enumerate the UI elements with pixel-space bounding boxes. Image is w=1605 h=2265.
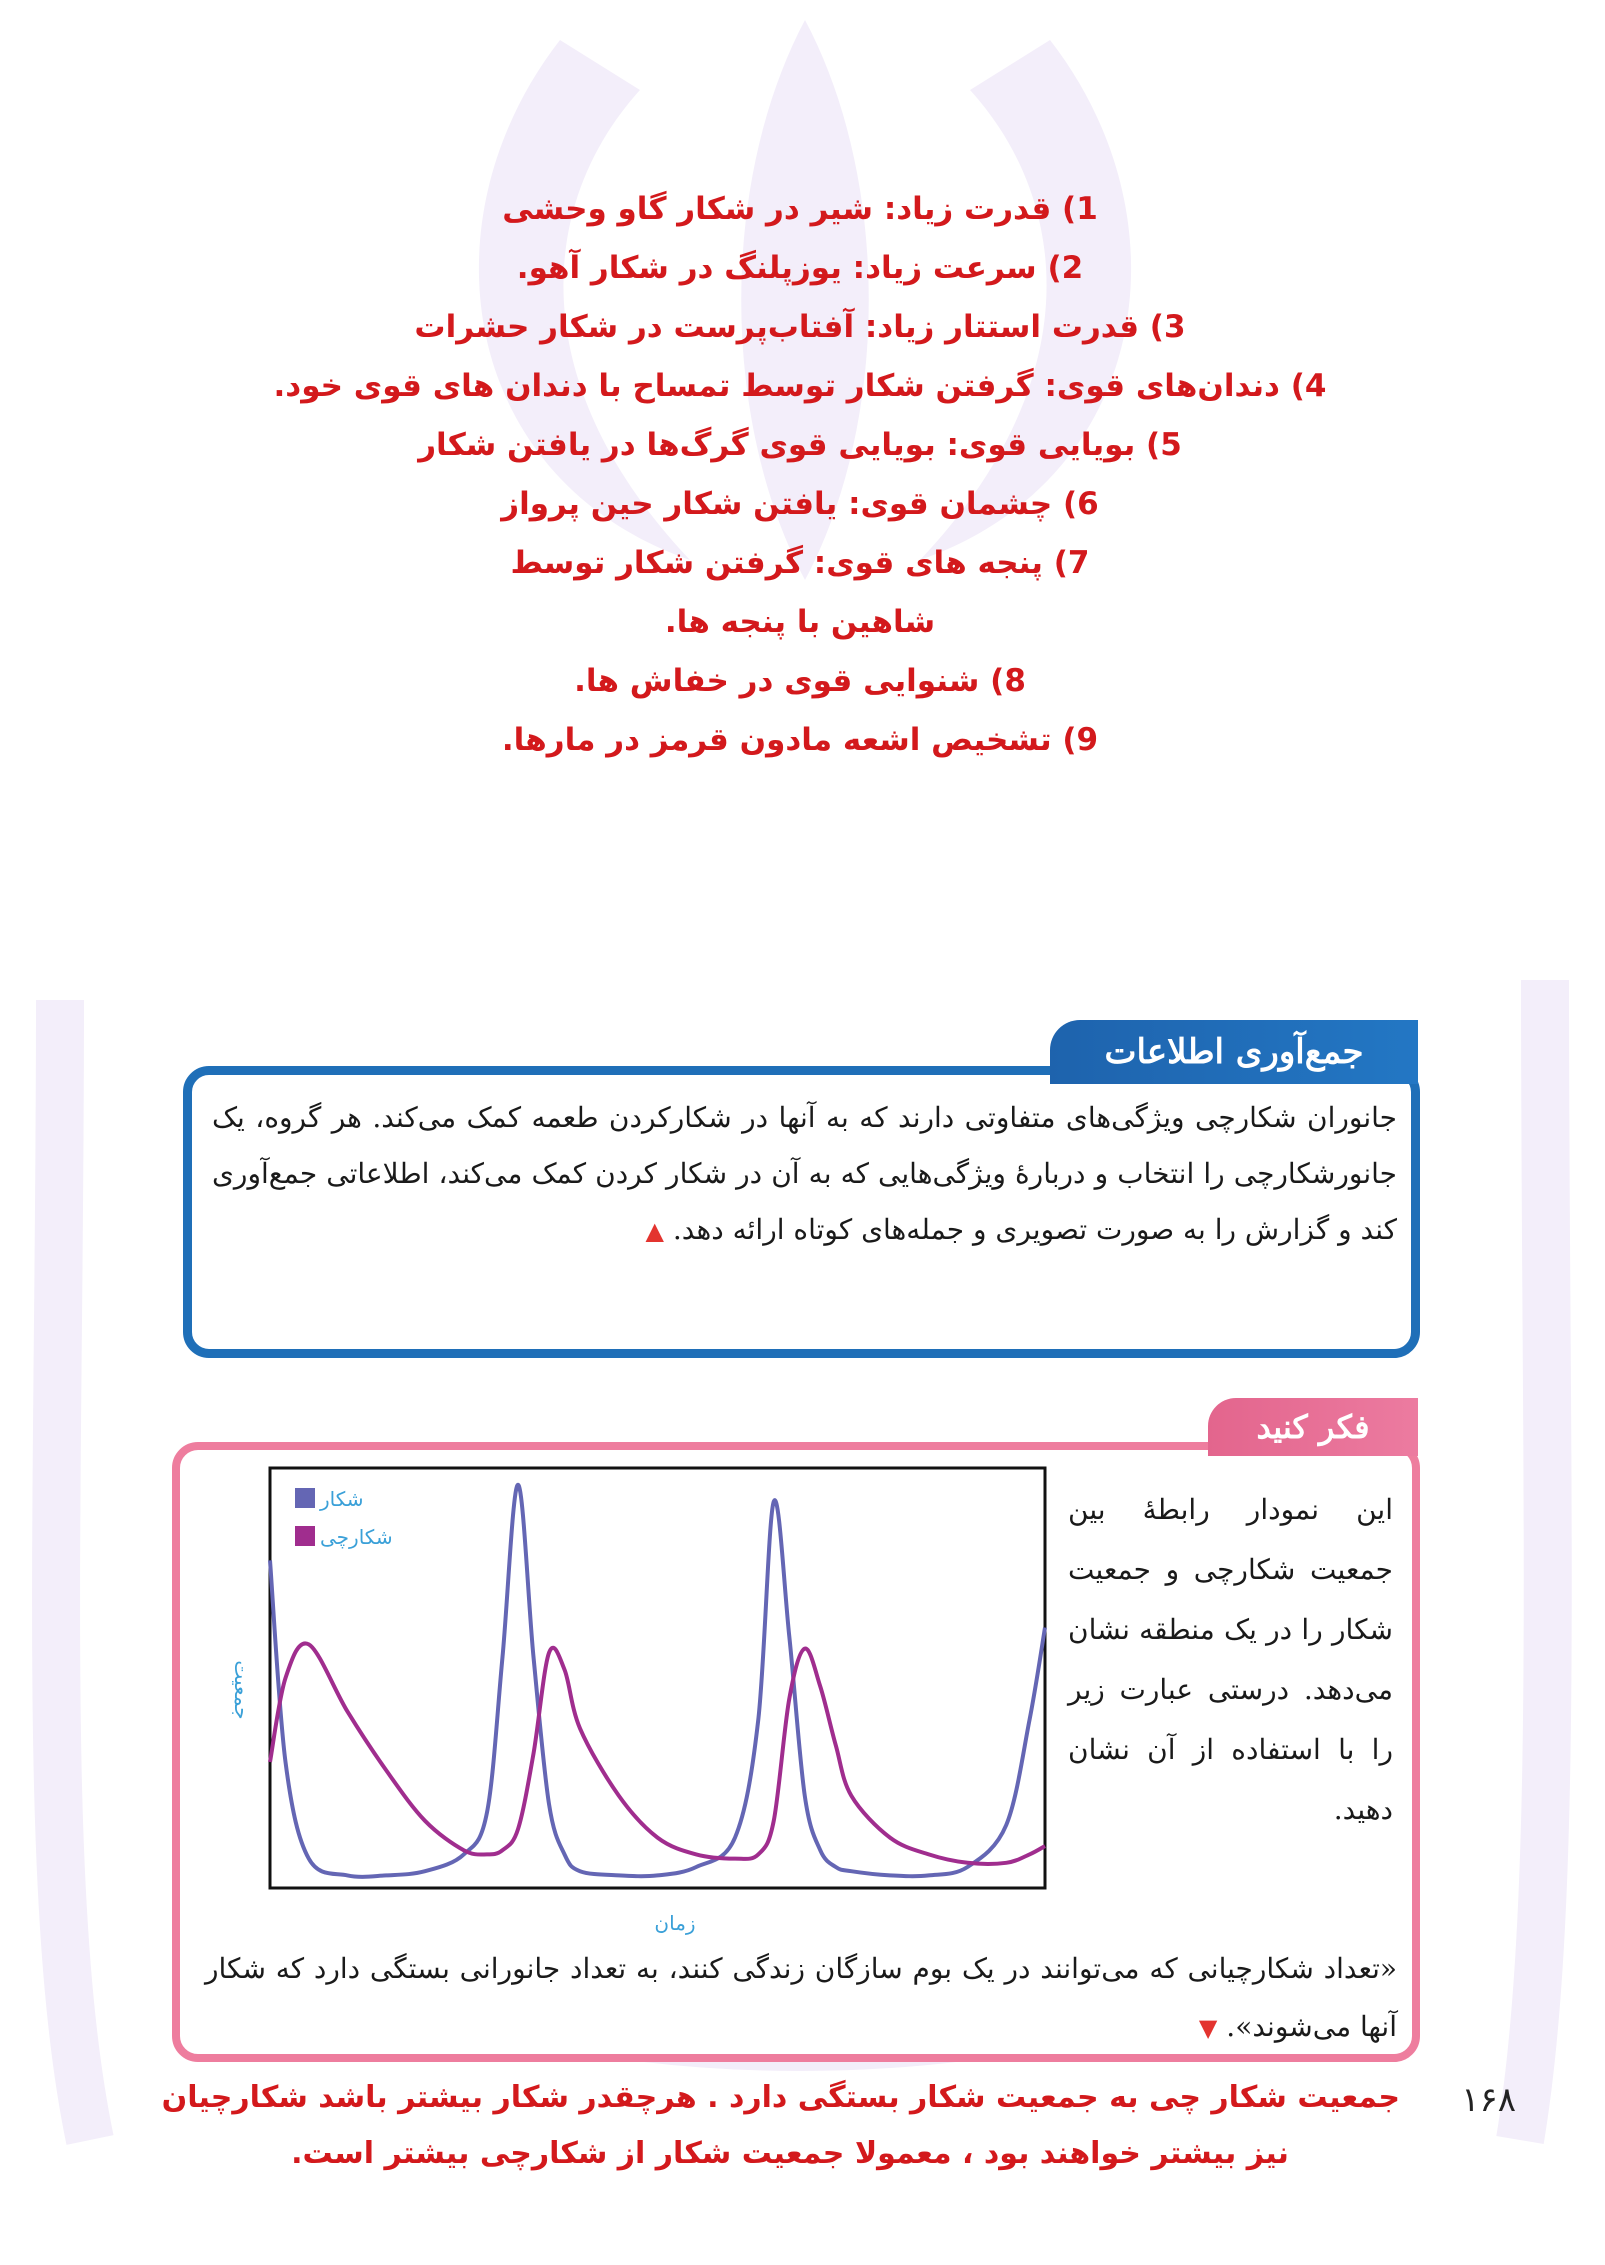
legend-label-predator: شکارچی bbox=[320, 1525, 393, 1549]
gather-info-paragraph: جانوران شکارچی ویژگی‌های متفاوتی دارند که به آنها در شکارکردن طعمه کمک می‌کند. هر گروه، یک جانورشکارچی را انتخاب و دربارۀ ویژگی‌هایی که به آن در شکار کردن کمک می‌کند، اطلاعاتی جمع‌آوری کند و گزارش را به صورت تصویری و جمله‌های کوتاه ارائه دهد. bbox=[212, 1101, 1397, 1246]
final-answer bbox=[161, 2070, 1400, 2182]
think-title: فکر کنید bbox=[1208, 1398, 1418, 1456]
think-quote-text: «تعداد شکارچیانی که می‌توانند در یک بوم سازگان زندگی کنند، به تعداد جانورانی بستگی دارد که شکار آنها می‌شوند». bbox=[205, 1952, 1397, 2043]
final-answer-line: نیز بیشتر خواهند بود ، معمولا جمعیت شکار از شکارچی بیشتر است. bbox=[291, 2136, 1289, 2171]
triangle-up-icon: ▲ bbox=[645, 1217, 664, 1245]
answer-line: 3) قدرت استتار زیاد: آفتاب‌پرست در شکار حشرات bbox=[414, 309, 1186, 345]
gather-info-text bbox=[212, 1090, 1397, 1259]
answers-list bbox=[200, 180, 1400, 770]
think-side-text: این نمودار رابطۀ بین جمعیت شکارچی و جمعیت شکار را در یک منطقه نشان می‌دهد. درستی عبارت زیر را با استفاده از آن نشان دهید. bbox=[1068, 1493, 1393, 1826]
y-axis-label: جمعیت bbox=[230, 1660, 254, 1720]
legend-swatch-predator bbox=[295, 1526, 315, 1546]
think-quote bbox=[205, 1940, 1397, 2057]
answer-line: 8) شنوایی قوی در خفاش ها. bbox=[574, 663, 1026, 699]
final-answer-line: جمعیت شکار چی به جمعیت شکار بستگی دارد . هرچقدر شکار بیشتر باشد شکارچیان bbox=[161, 2080, 1400, 2115]
population-chart-svg bbox=[215, 1460, 1055, 1940]
answer-line: 5) بویایی قوی: بویایی قوی گرگ‌ها در یافتن شکار bbox=[418, 427, 1182, 463]
page-number: ۱۶۸ bbox=[1461, 2080, 1516, 2120]
gather-info-title: جمع‌آوری اطلاعات bbox=[1050, 1020, 1418, 1084]
answer-line: 7) پنجه های قوی: گرفتن شکار توسط bbox=[510, 545, 1090, 581]
legend-label-prey: شکار bbox=[320, 1487, 364, 1511]
legend-swatch-prey bbox=[295, 1488, 315, 1508]
x-axis-label: زمان bbox=[654, 1911, 696, 1935]
answer-line: 9) تشخیص اشعه مادون قرمز در مارها. bbox=[501, 722, 1099, 758]
answer-line: شاهین با پنجه ها. bbox=[664, 604, 936, 640]
triangle-down-icon: ▼ bbox=[1198, 2014, 1218, 2042]
population-chart bbox=[215, 1460, 1055, 1940]
answer-line: 2) سرعت زیاد: یوزپلنگ در شکار آهو. bbox=[516, 250, 1084, 286]
answer-line: 6) چشمان قوی: یافتن شکار حین پرواز bbox=[501, 486, 1099, 522]
answer-line: 4) دندان‌های قوی: گرفتن شکار توسط تمساح با دندان های قوی خود. bbox=[273, 368, 1327, 404]
answer-line: 1) قدرت زیاد: شیر در شکار گاو وحشی bbox=[502, 191, 1098, 227]
